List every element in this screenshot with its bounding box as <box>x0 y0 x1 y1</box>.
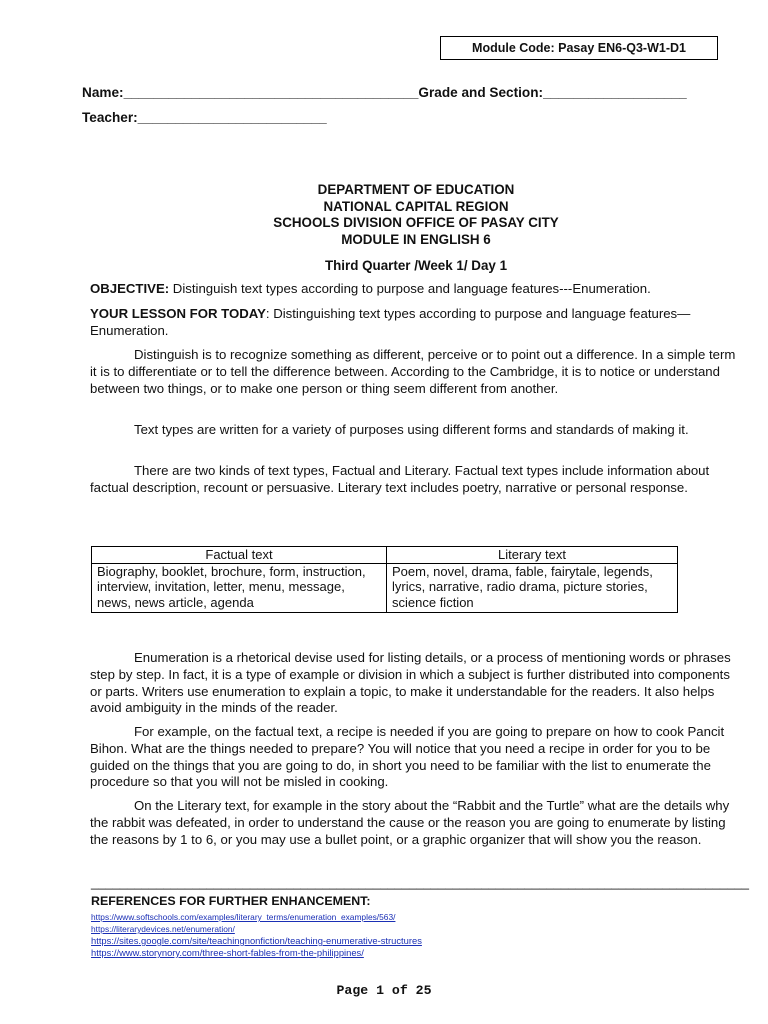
header-quarter: Third Quarter /Week 1/ Day 1 <box>324 258 508 273</box>
name-row <box>82 85 687 100</box>
page-number: Page 1 of 25 <box>336 983 432 998</box>
table-cell-literary: Poem, novel, drama, fable, fairytale, legends, lyrics, narrative, radio drama, picture stories, science fiction <box>387 563 678 613</box>
paragraph-factual-example: For example, on the factual text, a recipe is needed if you are going to prepare on how to cook Pancit Bihon. What are the things needed to prepare? You will notice that you need a recipe in order for you to be guided on the things that you are going to do, in short you need to be familiar with the list to enumerate the procedure so that you will not be misled in cooking. <box>90 724 725 790</box>
objective-text: Distinguish text types according to purpose and language features---Enumeration. <box>169 281 651 296</box>
lesson-for-today <box>90 306 740 340</box>
table-cell-factual: Biography, booklet, brochure, form, instruction, interview, invitation, letter, menu, message, news, news article, agenda <box>92 563 387 613</box>
module-code-box: Module Code: Pasay EN6-Q3-W1-D1 <box>440 36 718 60</box>
reference-link[interactable]: https://www.softschools.com/examples/literary_terms/enumeration_examples/563/ <box>91 912 396 922</box>
grade-label: Grade and Section: <box>418 85 544 100</box>
teacher-blank[interactable]: _________________________ <box>137 110 327 125</box>
name-blank[interactable]: _______________________________________ <box>123 85 419 100</box>
references-list <box>91 911 422 959</box>
header-line-region: NATIONAL CAPITAL REGION <box>323 198 509 214</box>
table-header-factual: Factual text <box>92 547 387 564</box>
reference-link[interactable]: https://literarydevices.net/enumeration/ <box>91 924 235 934</box>
reference-link[interactable]: https://sites.google.com/site/teachingnonfiction/teaching-enumerative-structures <box>91 935 422 946</box>
paragraph-text-types: Text types are written for a variety of purposes using different forms and standards of making it. <box>134 422 689 437</box>
text-types-table <box>91 546 678 613</box>
references-title: REFERENCES FOR FURTHER ENHANCEMENT: <box>91 894 371 908</box>
reference-link[interactable]: https://www.storynory.com/three-short-fables-from-the-philippines/ <box>91 947 364 958</box>
lesson-label: YOUR LESSON FOR TODAY <box>90 306 266 321</box>
name-label: Name: <box>82 85 124 100</box>
paragraph-kinds: There are two kinds of text types, Factual and Literary. Factual text types include information about factual description, recount or persuasive. Literary text includes poetry, narrative or personal response. <box>90 463 710 495</box>
header-line-module: MODULE IN ENGLISH 6 <box>341 231 491 247</box>
header-line-division: SCHOOLS DIVISION OFFICE OF PASAY CITY <box>273 215 559 230</box>
lesson-text: : Distinguishing text types according to purpose and language features—Enumeration. <box>90 306 691 338</box>
paragraph-distinguish: Distinguish is to recognize something as different, perceive or to point out a difference. In a simple term it is to differentiate or to tell the difference between. According to the Cambridge, it is to notice or understand between two things, or to make one person or thing seem different from another. <box>90 347 736 396</box>
objective <box>90 281 740 298</box>
table-header-literary: Literary text <box>387 547 678 564</box>
paragraph-enumeration: Enumeration is a rhetorical devise used for listing details, or a process of mentioning words or phrases step by step. In fact, it is a type of example or division in which a subject is further distributed into components or parts. Writers use enumeration to explain a topic, to make it understandable for the readers. It also helps avoid ambiguity in the minds of the reader. <box>90 650 731 716</box>
teacher-row <box>82 110 327 125</box>
teacher-label: Teacher: <box>82 110 138 125</box>
objective-label: OBJECTIVE: <box>90 281 170 296</box>
paragraph-literary-example: On the Literary text, for example in the story about the “Rabbit and the Turtle” what are the details why the rabbit was defeated, in order to understand the cause or the reason you are going to enumerate by listing the reasons by 1 to 6, or you may use a bullet point, or a graphic organizer that will show you the reason. <box>90 798 730 847</box>
grade-blank[interactable]: ___________________ <box>543 85 687 100</box>
document-header <box>80 182 752 275</box>
separator-line: ___________________________________________________________________________________________ <box>91 875 749 890</box>
header-line-department: DEPARTMENT OF EDUCATION <box>317 182 515 197</box>
